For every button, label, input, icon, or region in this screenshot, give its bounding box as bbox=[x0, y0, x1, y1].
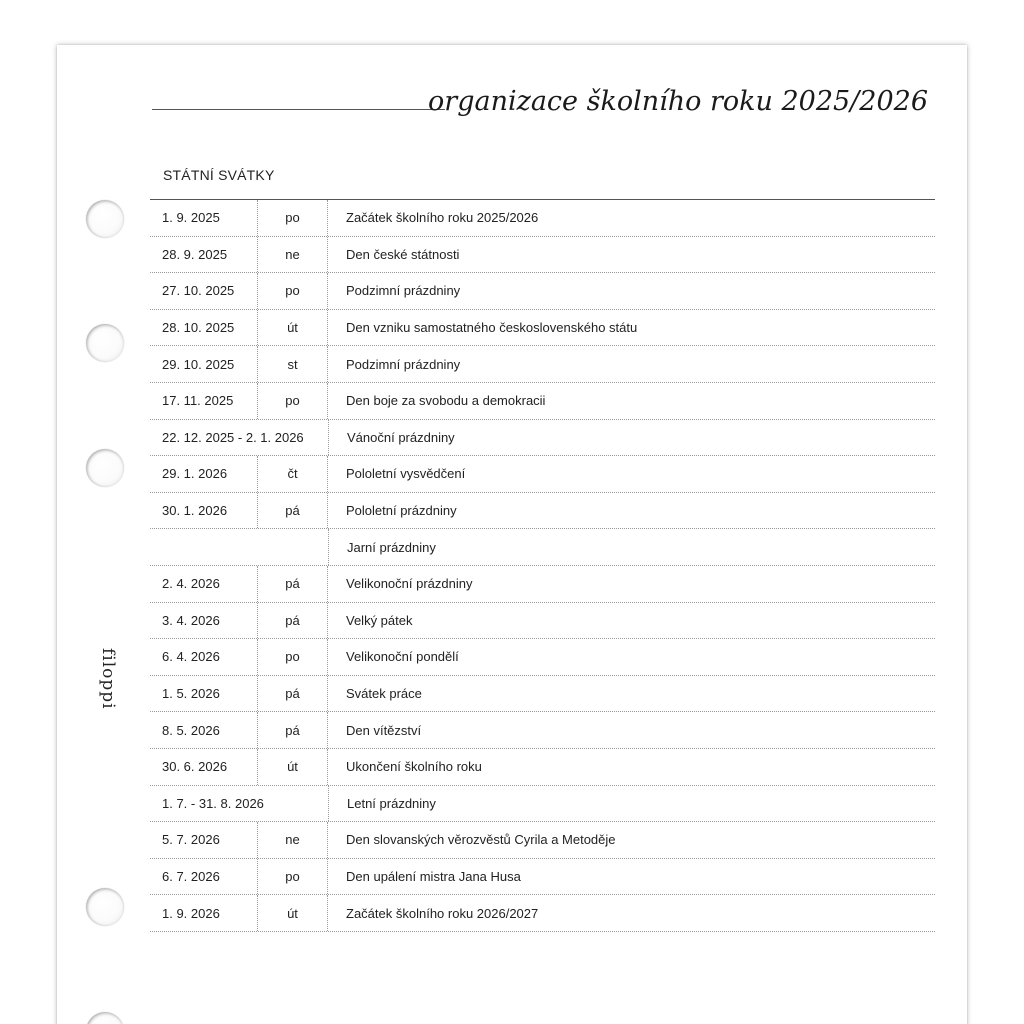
row-description: Podzimní prázdniny bbox=[346, 283, 461, 299]
brand-logo: filoppi bbox=[98, 648, 118, 710]
row-date: 29. 1. 2026 bbox=[162, 466, 228, 482]
row-weekday: po bbox=[257, 639, 328, 675]
row-weekday: pá bbox=[257, 566, 328, 602]
row-weekday: ne bbox=[257, 822, 328, 858]
table-row bbox=[150, 420, 935, 457]
row-date: 3. 4. 2026 bbox=[162, 612, 220, 628]
row-description: Začátek školního roku 2025/2026 bbox=[346, 210, 539, 226]
row-weekday: po bbox=[257, 273, 328, 309]
row-weekday bbox=[257, 786, 328, 822]
table-row bbox=[150, 529, 935, 566]
row-description: Velikonoční prázdniny bbox=[346, 576, 473, 592]
table-row bbox=[150, 639, 935, 676]
row-description: Pololetní vysvědčení bbox=[346, 466, 466, 482]
row-date: 6. 4. 2026 bbox=[162, 649, 220, 665]
table-row bbox=[150, 895, 935, 932]
row-date: 6. 7. 2026 bbox=[162, 868, 220, 884]
row-weekday bbox=[257, 529, 328, 565]
row-weekday: po bbox=[257, 859, 328, 895]
row-date: 17. 11. 2025 bbox=[162, 393, 234, 409]
row-description: Den upálení mistra Jana Husa bbox=[346, 868, 521, 884]
row-weekday: čt bbox=[257, 456, 328, 492]
row-weekday bbox=[257, 420, 328, 456]
page-title: organizace školního roku 2025/2026 bbox=[428, 86, 928, 117]
row-description: Den slovanských věrozvěstů Cyrila a Metoděje bbox=[346, 832, 616, 848]
row-weekday: út bbox=[257, 749, 328, 785]
row-date: 1. 9. 2025 bbox=[162, 210, 220, 226]
table-row bbox=[150, 273, 935, 310]
row-date: 8. 5. 2026 bbox=[162, 722, 220, 738]
row-description: Velikonoční pondělí bbox=[346, 649, 459, 665]
row-description: Vánoční prázdniny bbox=[328, 420, 908, 456]
row-weekday: pá bbox=[257, 603, 328, 639]
table-row bbox=[150, 566, 935, 603]
row-weekday: pá bbox=[257, 493, 328, 529]
table-row bbox=[150, 493, 935, 530]
table-row bbox=[150, 237, 935, 274]
row-date: 27. 10. 2025 bbox=[162, 283, 235, 299]
row-date: 22. 12. 2025 - 2. 1. 2026 bbox=[162, 429, 304, 445]
row-description: Letní prázdniny bbox=[328, 786, 908, 822]
row-description: Den české státnosti bbox=[346, 246, 460, 262]
table-row bbox=[150, 310, 935, 347]
row-description: Svátek práce bbox=[346, 686, 422, 702]
row-weekday: pá bbox=[257, 712, 328, 748]
row-description: Začátek školního roku 2026/2027 bbox=[346, 905, 539, 921]
row-description: Jarní prázdniny bbox=[328, 529, 908, 565]
table-row bbox=[150, 603, 935, 640]
table-row bbox=[150, 346, 935, 383]
section-heading: STÁTNÍ SVÁTKY bbox=[163, 167, 275, 183]
row-weekday: po bbox=[257, 200, 328, 236]
row-description: Velký pátek bbox=[346, 612, 413, 628]
row-weekday: st bbox=[257, 346, 328, 382]
row-description: Ukončení školního roku bbox=[346, 759, 482, 775]
table-row bbox=[150, 712, 935, 749]
table-row bbox=[150, 676, 935, 713]
table-row bbox=[150, 749, 935, 786]
punch-hole bbox=[86, 888, 124, 926]
table-row bbox=[150, 822, 935, 859]
punch-hole bbox=[86, 449, 124, 487]
table-row bbox=[150, 456, 935, 493]
row-date: 28. 9. 2025 bbox=[162, 246, 228, 262]
row-weekday: út bbox=[257, 895, 328, 931]
row-description: Den vítězství bbox=[346, 722, 422, 738]
holiday-table bbox=[150, 199, 935, 932]
row-date: 1. 5. 2026 bbox=[162, 686, 220, 702]
row-weekday: po bbox=[257, 383, 328, 419]
row-date: 30. 6. 2026 bbox=[162, 759, 228, 775]
punch-hole bbox=[86, 200, 124, 238]
row-date: 2. 4. 2026 bbox=[162, 576, 220, 592]
row-date: 28. 10. 2025 bbox=[162, 320, 235, 336]
row-description: Den vzniku samostatného československého státu bbox=[346, 320, 638, 336]
row-description: Den boje za svobodu a demokracii bbox=[346, 393, 546, 409]
table-row bbox=[150, 200, 935, 237]
title-rule bbox=[152, 109, 445, 110]
row-description: Podzimní prázdniny bbox=[346, 356, 461, 372]
row-weekday: pá bbox=[257, 676, 328, 712]
row-date: 5. 7. 2026 bbox=[162, 832, 220, 848]
row-date: 29. 10. 2025 bbox=[162, 356, 235, 372]
row-date: 1. 7. - 31. 8. 2026 bbox=[162, 795, 264, 811]
row-date: 30. 1. 2026 bbox=[162, 503, 228, 519]
table-row bbox=[150, 383, 935, 420]
row-description: Pololetní prázdniny bbox=[346, 503, 457, 519]
row-date: 1. 9. 2026 bbox=[162, 905, 220, 921]
table-row bbox=[150, 859, 935, 896]
punch-hole bbox=[86, 324, 124, 362]
row-weekday: ne bbox=[257, 237, 328, 273]
table-row bbox=[150, 786, 935, 823]
row-weekday: út bbox=[257, 310, 328, 346]
